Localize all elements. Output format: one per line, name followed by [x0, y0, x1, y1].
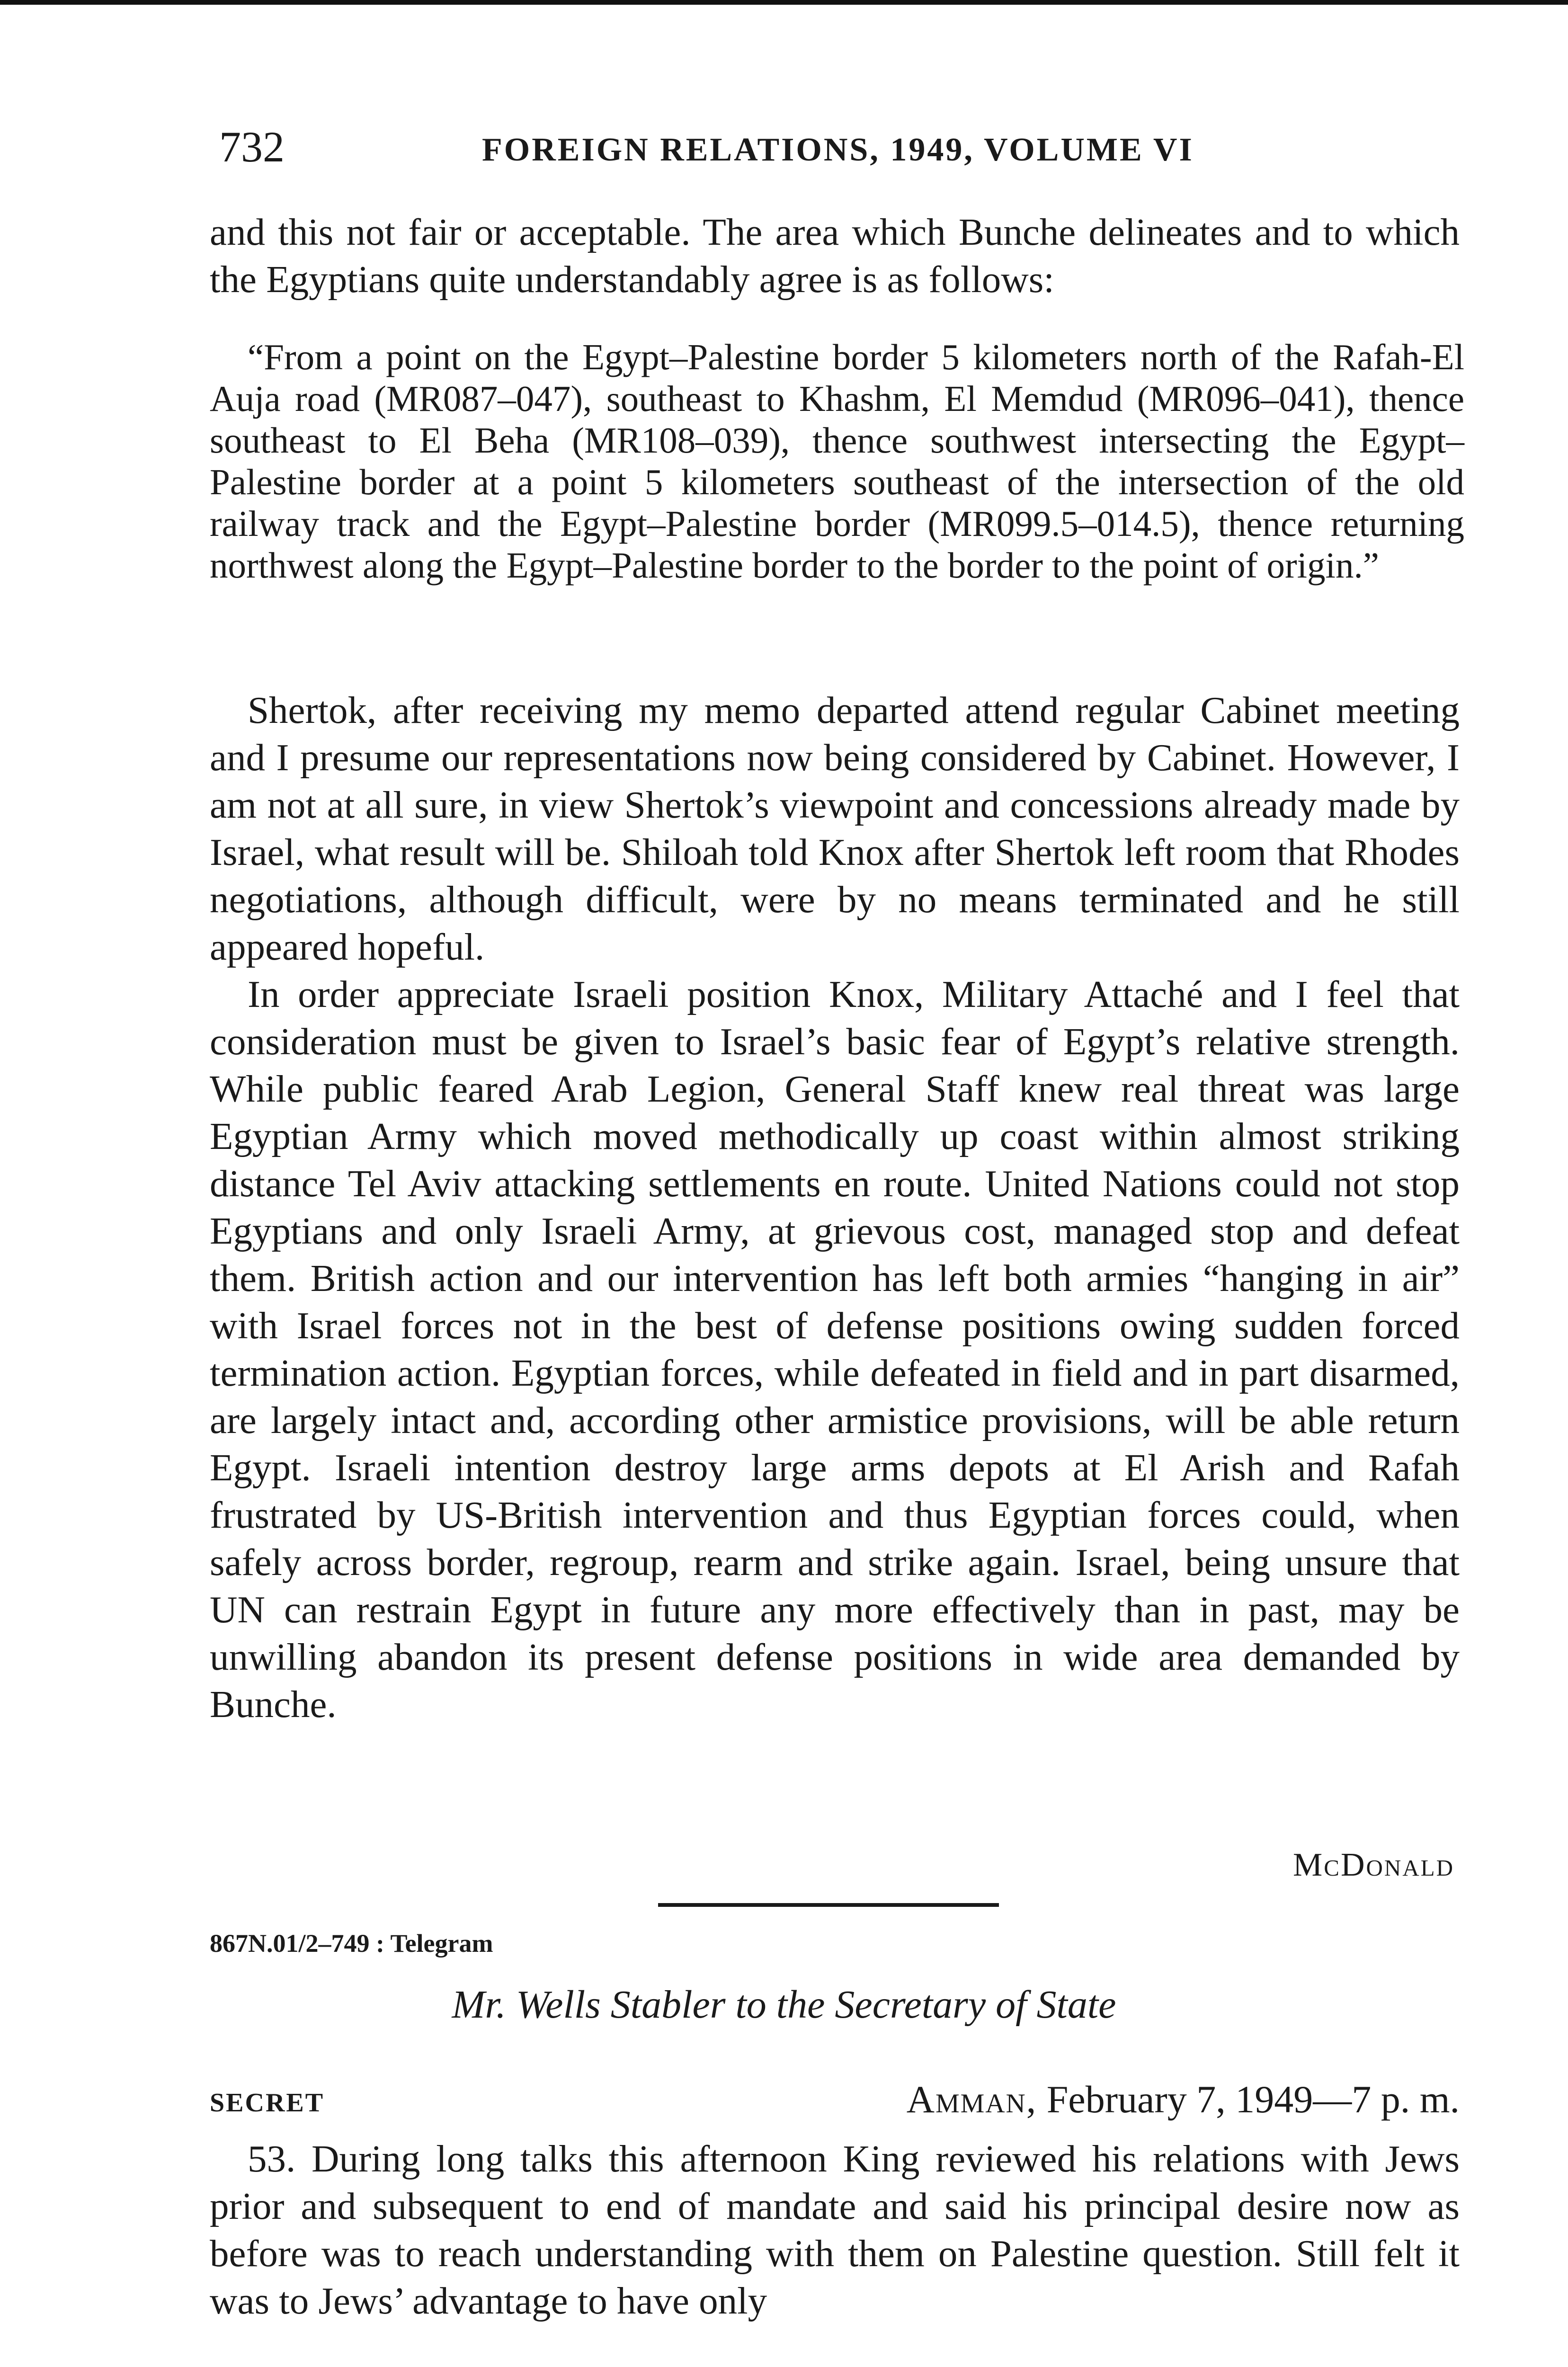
shertok-block — [210, 686, 1460, 970]
telegram-title: Mr. Wells Stabler to the Secretary of State — [452, 1983, 1116, 2027]
dateline-date: February 7, 1949—7 p. m. — [1046, 2078, 1460, 2121]
paragraph-order: In order appreciate Israeli position Knox, Military Attaché and I feel that consideration must be given to Israel’s basic fear of Egypt’s relative strength. While public feared Arab Legion, General Staff knew real threat was large Egyptian Army which moved methodically up coast within almost striking distance Tel Aviv attacking settlements en route. United Nations could not stop Egyptians and only Israeli Army, at grievous cost, managed stop and defeat them. British action and our intervention has left both armies “hanging in air” with Israel forces not in the best of defense positions owing sudden forced termination action. Egyptian forces, while defeated in field and in part disarmed, are largely intact and, according other armistice provisions, will be able return Egypt. Israeli intention destroy large arms depots at El Arish and Rafah frustrated by US-British intervention and thus Egyptian forces could, when safely across border, regroup, rearm and strike again. Israel, being unsure that UN can restrain Egypt in future any more effectively than in past, may be unwilling abandon its present defense positions in wide area demanded by Bunche. — [210, 973, 1460, 1726]
intro-paragraph: and this not fair or acceptable. The area which Bunche delineates and to which the Egyptians quite understandably agree is as follows: — [210, 211, 1460, 301]
signature: McDonald — [1293, 1847, 1454, 1883]
page-header — [219, 121, 1450, 178]
dateline — [907, 2073, 1460, 2126]
dateline-place: Amman, — [906, 2078, 1037, 2121]
dateline-row — [210, 2073, 1460, 2126]
running-head: FOREIGN RELATIONS, 1949, VOLUME VI — [482, 132, 1194, 168]
paragraph-shertok: Shertok, after receiving my memo departed attend regular Cabinet meeting and I presume our representations now being considered by Cabinet. However, I am not at all sure, in view Shertok’s viewpoint and concessions already made by Israel, what result will be. Shiloah told Knox after Shertok left room that Rhodes negotiations, although difficult, were by no means terminated and he still appeared hopeful. — [210, 689, 1460, 968]
top-border — [0, 0, 1568, 5]
section-separator — [658, 1903, 999, 1907]
paragraph-53: 53. During long talks this afternoon King reviewed his relations with Jews prior and subsequent to end of mandate and said his principal desire now as before was to reach understanding with them on Palestine question. Still felt it was to Jews’ advantage to have only — [210, 2137, 1460, 2322]
file-reference: 867N.01/2–749 : Telegram — [210, 1929, 493, 1958]
page-number: 732 — [219, 123, 285, 171]
intro-block — [210, 208, 1460, 303]
boundary-quote: “From a point on the Egypt–Palestine border 5 kilometers north of the Rafah-El Auja road (MR087–047), southeast to Khashm, El Memdud (MR096–041), thence southeast to El Beha (MR108–039), thence southwest intersecting the Egypt–Palestine border at a point 5 kilometers southeast of the intersection of the old railway track and the Egypt–Palestine border (MR099.5–014.5), thence returning northwest along the Egypt–Palestine border to the border to the point of origin.” — [210, 337, 1464, 586]
telegram-body-block — [210, 2135, 1460, 2324]
classification-label: SECRET — [210, 2088, 325, 2118]
order-block — [210, 970, 1460, 1728]
